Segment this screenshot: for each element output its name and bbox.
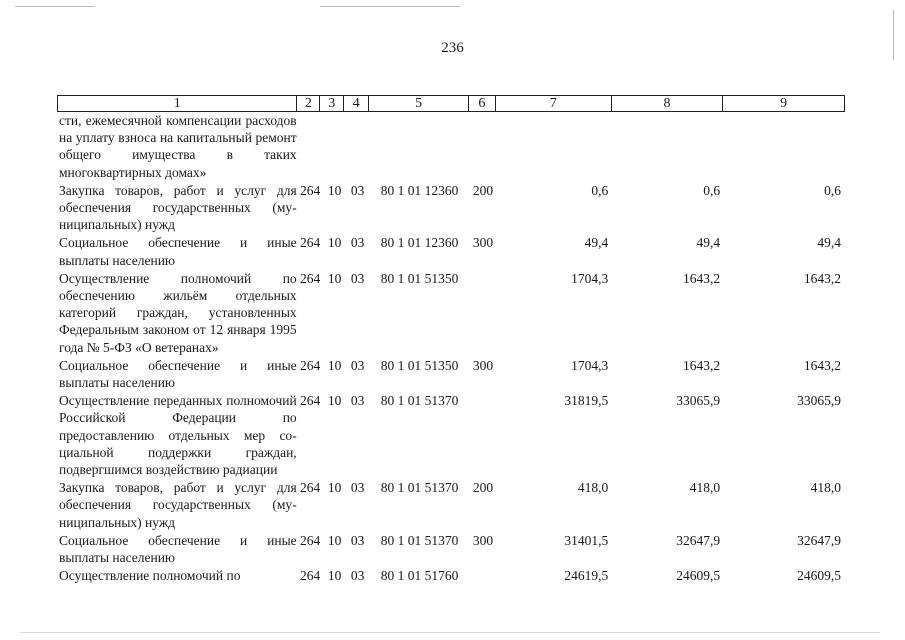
- table-row: [57, 234, 845, 268]
- row-value-3: 0,6: [824, 182, 841, 198]
- row-pr: 03: [350, 357, 365, 373]
- row-value-1: 31819,5: [564, 393, 609, 409]
- row-value-2: 49,4: [696, 235, 721, 251]
- row-value-1: 0,6: [591, 182, 609, 198]
- table-row: [57, 357, 845, 391]
- row-vr: [469, 567, 496, 584]
- row-vr: [469, 112, 496, 181]
- row-value-3: 1643,2: [803, 357, 841, 373]
- header-col-5: 5: [369, 96, 469, 111]
- row-gr: 264: [300, 480, 321, 496]
- row-rz: 10: [327, 235, 342, 251]
- table-row: [57, 567, 845, 584]
- row-value-1: [496, 112, 612, 181]
- row-rz: [324, 112, 346, 181]
- header-col-4: 4: [344, 96, 369, 111]
- row-name: Социальное обеспечение и иные выплаты населению: [59, 235, 297, 268]
- row-value-2: 0,6: [703, 182, 721, 198]
- scan-artifact: [20, 632, 880, 633]
- row-value-2: 24609,5: [676, 568, 721, 584]
- row-value-2: [612, 112, 724, 181]
- row-name: Осуществление полномочий по обеспечению жильём отдельных категорий граждан, установленных Федеральным законом от 12 января 1995 года № 5-ФЗ «О ветеранах»: [59, 270, 297, 355]
- row-value-1: 1704,3: [571, 270, 609, 286]
- row-cs: 80 1 01 51350: [380, 357, 459, 373]
- table-row: [57, 270, 845, 356]
- row-vr: 300: [472, 532, 494, 548]
- row-gr: 264: [300, 568, 321, 584]
- row-value-1: 1704,3: [571, 357, 609, 373]
- page-number: 236: [441, 40, 464, 56]
- row-vr: [469, 392, 496, 478]
- row-gr: 264: [300, 235, 321, 251]
- row-pr: 03: [350, 480, 365, 496]
- row-cs: 80 1 01 51760: [380, 568, 459, 584]
- row-gr: 264: [300, 270, 321, 286]
- row-rz: 10: [327, 393, 342, 409]
- row-rz: 10: [327, 532, 342, 548]
- row-name: Закупка товаров, работ и услуг для обеспечения государственных (муниципальных) нужд: [59, 480, 297, 530]
- row-gr: 264: [300, 182, 321, 198]
- table-row: [57, 112, 845, 181]
- row-name: Осуществление переданных полномочий Российской Федерации по предоставлению отдельных мер социальной поддержки граждан, подвергшимся воздействию радиации: [59, 393, 297, 478]
- row-vr: 300: [472, 357, 494, 373]
- header-col-1: 1: [58, 96, 297, 111]
- row-name: Закупка товаров, работ и услуг для обеспечения государственных (муниципальных) нужд: [59, 182, 297, 233]
- row-pr: 03: [350, 393, 365, 409]
- row-value-1: 49,4: [584, 235, 609, 251]
- row-name: Осуществление полномочий по: [59, 568, 241, 584]
- row-value-2: 1643,2: [683, 357, 721, 373]
- row-value-2: 32647,9: [676, 532, 721, 548]
- row-value-3: [724, 112, 845, 181]
- row-value-1: 418,0: [577, 480, 609, 496]
- header-col-7: 7: [496, 96, 612, 111]
- row-value-3: 32647,9: [797, 532, 841, 548]
- row-rz: 10: [327, 480, 342, 496]
- row-cs: 80 1 01 51370: [380, 480, 459, 496]
- row-gr: 264: [300, 393, 321, 409]
- row-value-3: 1643,2: [803, 270, 841, 286]
- row-value-2: 1643,2: [683, 270, 721, 286]
- row-cs: 80 1 01 12360: [380, 182, 459, 198]
- row-vr: 200: [472, 480, 494, 496]
- row-value-2: 418,0: [689, 480, 721, 496]
- row-rz: 10: [327, 182, 342, 198]
- row-rz: 10: [327, 270, 342, 286]
- table-row: [57, 479, 845, 531]
- table-body: [57, 112, 845, 585]
- row-name: Социальное обеспечение и иные выплаты населению: [59, 357, 297, 391]
- row-rz: 10: [327, 357, 342, 373]
- row-gr: 264: [300, 357, 321, 373]
- row-pr: 03: [350, 182, 365, 198]
- table-header-row: [57, 95, 845, 112]
- header-col-3: 3: [320, 96, 344, 111]
- table-row: [57, 532, 845, 566]
- row-gr: [297, 112, 324, 181]
- row-cs: 80 1 01 12360: [380, 235, 459, 251]
- header-col-6: 6: [469, 96, 496, 111]
- row-value-3: 418,0: [810, 480, 841, 496]
- row-value-3: 49,4: [817, 235, 841, 251]
- row-cs: [370, 112, 470, 181]
- scan-artifact: [893, 10, 894, 60]
- row-vr: 200: [472, 182, 494, 198]
- row-pr: 03: [350, 568, 365, 584]
- row-gr: 264: [300, 532, 321, 548]
- row-pr: [346, 112, 370, 181]
- row-vr: 300: [472, 235, 494, 251]
- row-cs: 80 1 01 51350: [380, 270, 459, 286]
- table-row: [57, 182, 845, 234]
- row-pr: 03: [350, 235, 365, 251]
- row-value-3: 24609,5: [797, 568, 841, 584]
- row-value-2: 33065,9: [676, 393, 721, 409]
- scan-artifact: [15, 6, 95, 7]
- header-col-9: 9: [780, 96, 788, 111]
- header-col-8: 8: [612, 96, 724, 111]
- row-value-1: 24619,5: [564, 568, 609, 584]
- row-pr: 03: [350, 270, 365, 286]
- row-pr: 03: [350, 532, 365, 548]
- scan-artifact: [320, 6, 460, 7]
- row-name: Социальное обеспечение и иные выплаты населению: [59, 532, 297, 566]
- row-cs: 80 1 01 51370: [380, 393, 459, 409]
- table-row: [57, 392, 845, 478]
- row-value-1: 31401,5: [564, 532, 609, 548]
- row-vr: [469, 270, 496, 356]
- row-rz: 10: [327, 568, 342, 584]
- row-value-3: 33065,9: [797, 393, 841, 409]
- header-col-2: 2: [297, 96, 320, 111]
- row-cs: 80 1 01 51370: [380, 532, 459, 548]
- row-name: сти, ежемесячной компенсации расходов на уплату взноса на капитальный ремонт общего имущества в таких многоквартирных домах»: [59, 113, 297, 180]
